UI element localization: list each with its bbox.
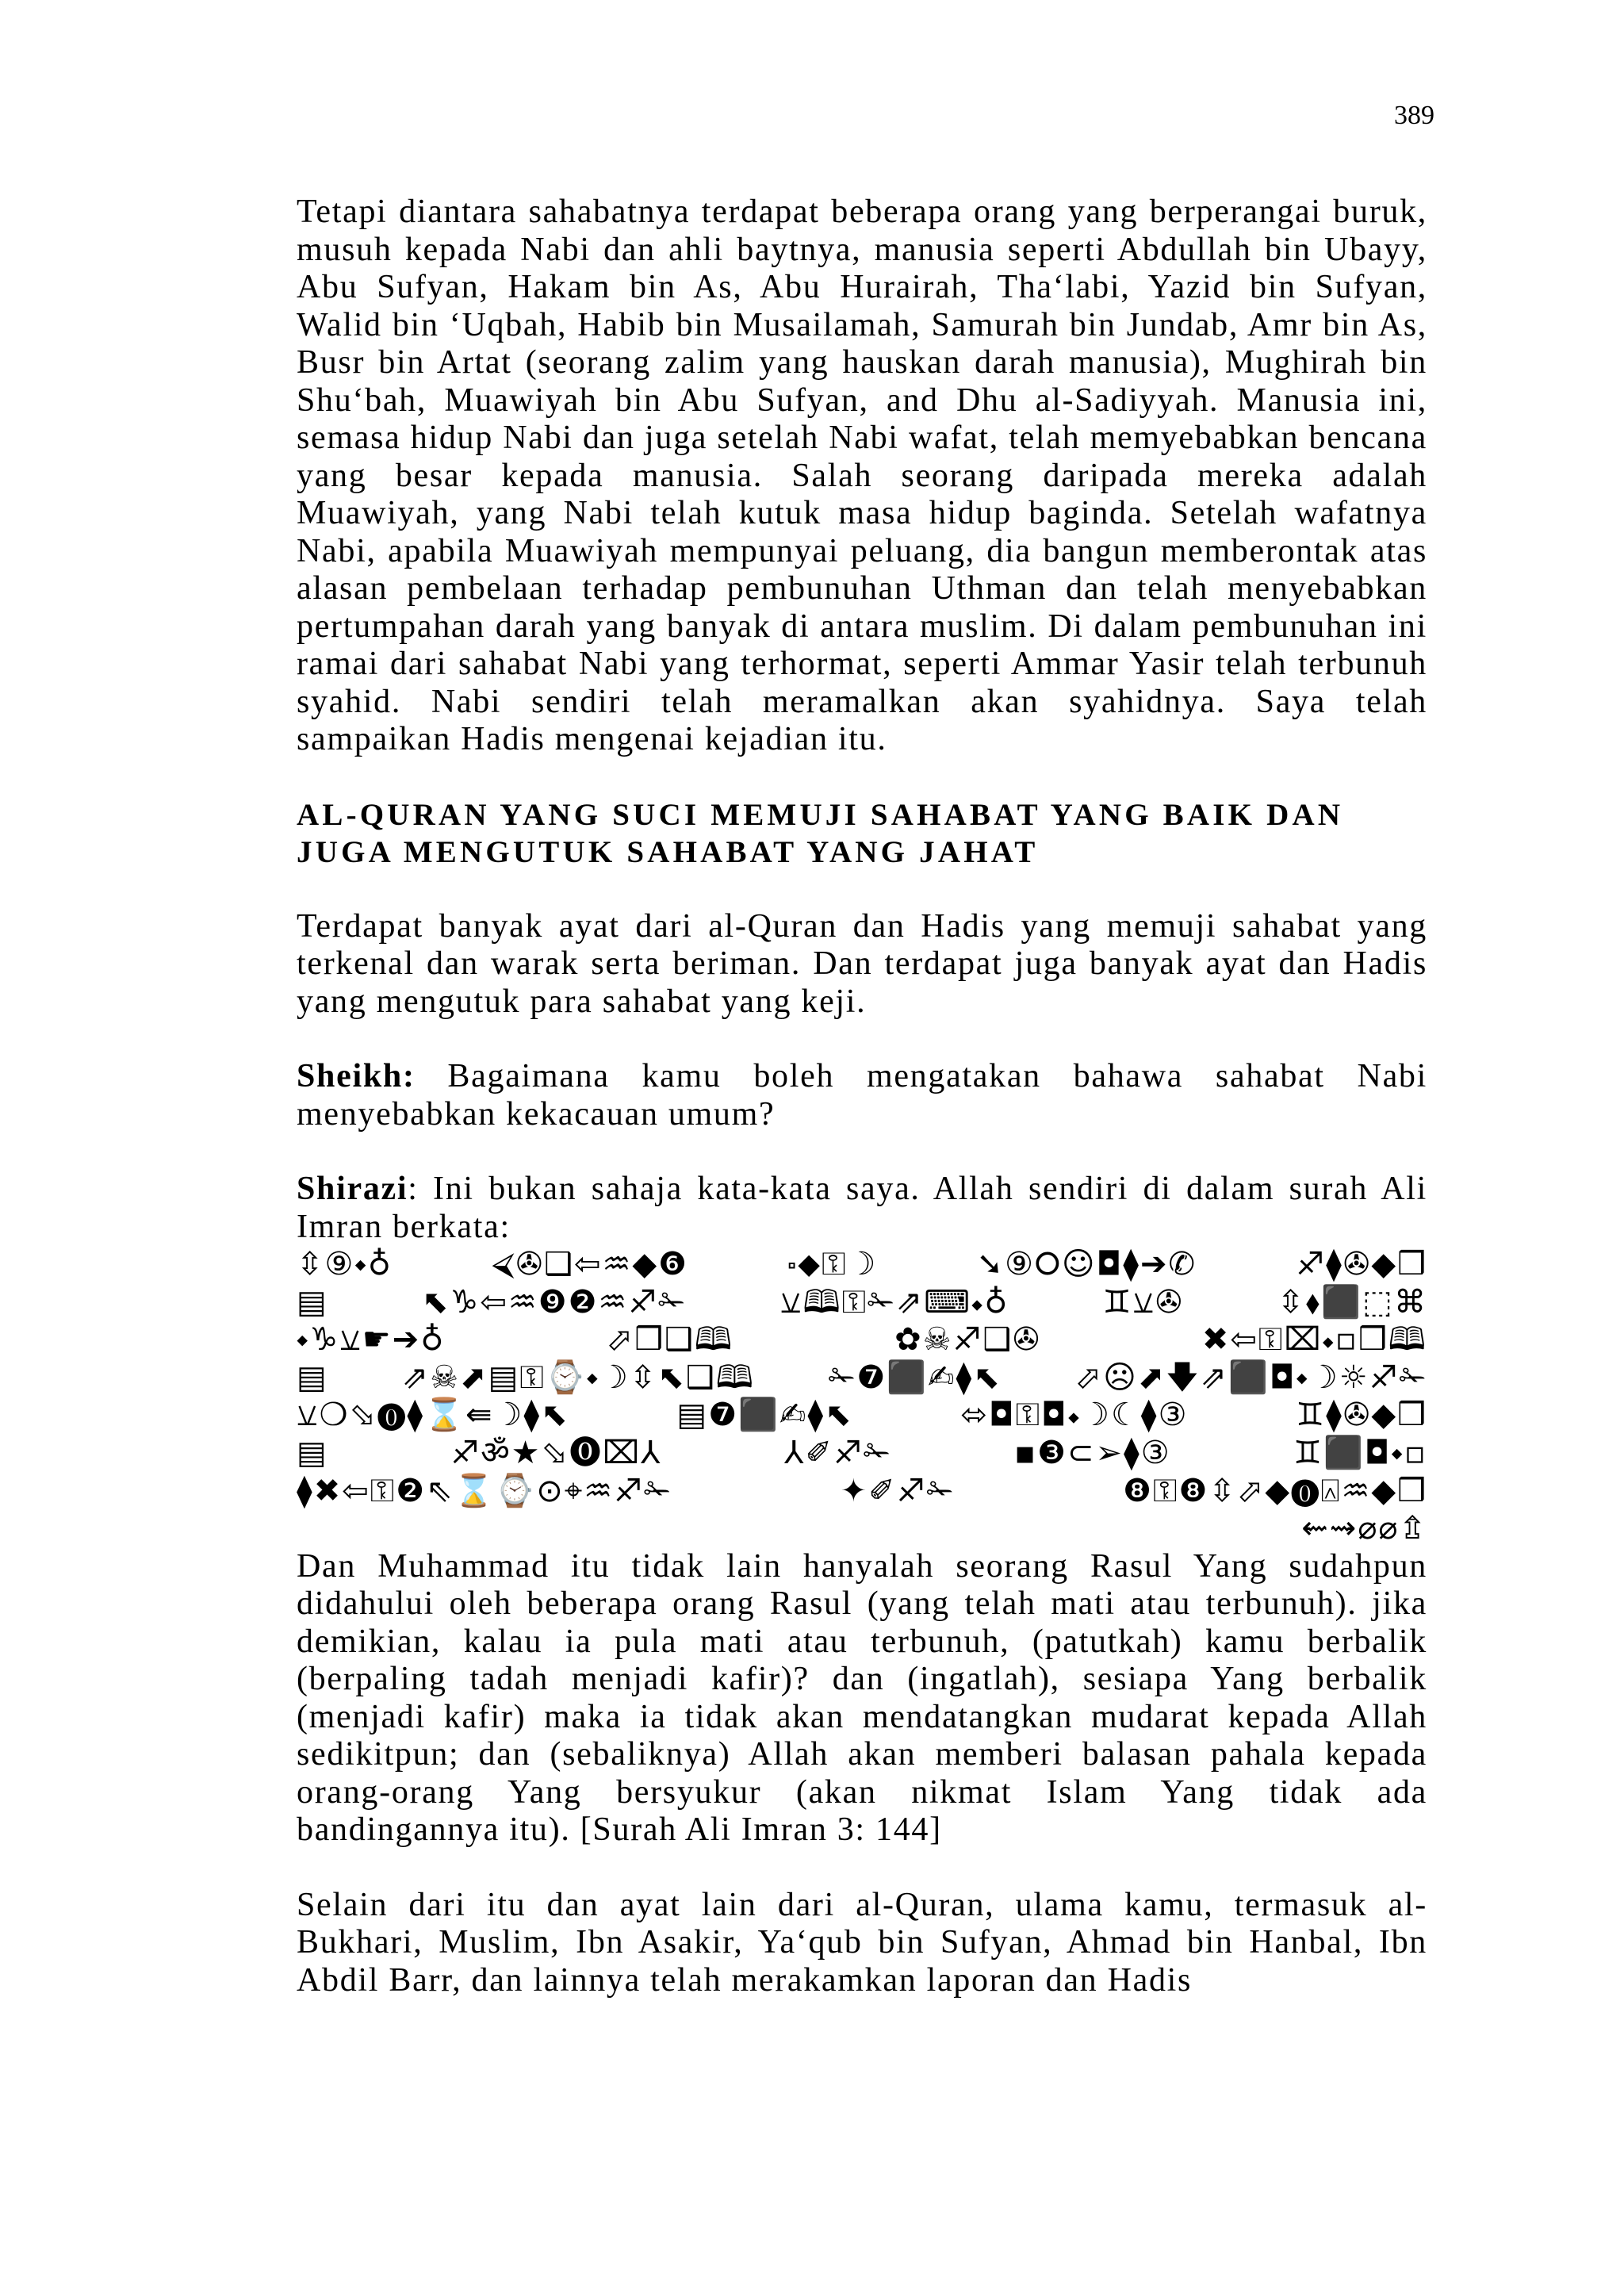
verse-glyph-line [297,1321,1427,1359]
paragraph-verse-translation: Dan Muhammad itu tidak lain hanyalah seorang Rasul Yang sudahpun didahului oleh beberapa orang Rasul (yang telah mati atau terbunuh). jika demikian, kalau ia pula mati atau terbunuh, (patutkah) kamu berbalik (berpaling tadah menjadi kafir)? dan (ingatlah), sesiapa Yang berbalik (menjadi kafir) maka ia tidak akan mendatangkan mudarat kepada Allah sedikitpun; dan (sebaliknya) Allah akan memberi balasan pahala kepada orang-orang Yang bersyukur (akan nikmat Islam Yang tidak ada bandingannya itu). [Surah Ali Imran 3: 144] [297,1547,1427,1849]
paragraph-companions: Tetapi diantara sahabatnya terdapat beberapa orang yang berperangai buruk, musuh kepada Nabi dan ahli baytnya, manusia seperti Abdullah bin Ubayy, Abu Sufyan, Hakam bin As, Abu Hurairah, Tha‘labi, Yazid bin Sufyan, Walid bin ‘Uqbah, Habib bin Musailamah, Samurah bin Jundab, Amr bin As, Busr bin Artat (seorang zalim yang hauskan darah manusia), Mughirah bin Shu‘bah, Muawiyah bin Abu Sufyan, and Dhu al-Sadiyyah. Manusia ini, semasa hidup Nabi dan juga setelah Nabi wafat, telah memyebabkan bencana yang besar kepada manusia. Salah seorang daripada mereka adalah Muawiyah, yang Nabi telah kutuk masa hidup baginda. Setelah wafatnya Nabi, apabila Muawiyah mempunyai peluang, dia bangun memberontak atas alasan pembelaan terhadap pembunuhan Uthman dan telah menyebabkan pertumpahan darah yang banyak di antara muslim. Di dalam pembunuhan ini ramai dari sahabat Nabi yang terhormat, seperti Ammar Yasir telah terbunuh syahid. Nabi sendiri telah meramalkan akan syahidnya. Saya telah sampaikan Hadis mengenai kejadian itu. [297,194,1427,757]
spacer [297,1133,1427,1171]
verse-glyph-group: ♊⚺✇ [1102,1283,1184,1320]
verse-glyph-group: ⬀☹⬈🡇⇗⬛◘⬩☽☼♐✁ [1074,1359,1427,1396]
verse-glyph-line [297,1284,1427,1322]
verse-glyph-group: ♐ॐ★⬂⓿⌧⅄ [450,1434,662,1471]
verse-glyph-group: ⬉♑⇦♒❾❷♒♐✁ [421,1283,687,1320]
verse-glyph-group: ⚺🕮⚿✁⇗⌨⬩♁ [779,1283,1009,1320]
spacer [297,1021,1427,1058]
verse-glyph-group: ▤ [297,1434,328,1471]
verse-glyph-group: ⇳⑨⬩♁ [297,1246,393,1282]
verse-glyph-line [297,1435,1427,1473]
spacer [297,871,1427,908]
paragraph-verses-hadith: Terdapat banyak ayat dari al-Quran dan Hadis yang memuji sahabat yang terkenal dan warak serta beriman. Dan terdapat juga banyak ayat dan Hadis yang mengutuk para sahabat yang keji. [297,907,1427,1020]
dialogue-sheikh [297,1058,1427,1133]
verse-glyph-group: ⬞⬥⚿☽ [787,1246,878,1282]
verse-glyph-group: ✖⇦⚿⌧⬩▫❒🕮 [1201,1321,1427,1359]
verse-glyph-group: ✦✐♐✁ [840,1472,956,1509]
verse-glyph-group: ♊⬛◘⬩▫ [1293,1434,1427,1471]
verse-glyph-group: ⇗☠⬈▤⚿⌚⬩☽⇳⬉❑🕮 [401,1359,755,1396]
quran-verse-glyphs [297,1246,1427,1548]
verse-glyph-group: ♊⧫✇◆❒ [1296,1397,1427,1434]
verse-glyph-group: ⇳⬧⬛⬚⌘ [1277,1283,1427,1320]
verse-glyph-group: ▤❼⬛✍⧫⬉ [676,1397,853,1434]
verse-glyph-group: ✿☠♐❑✇ [894,1321,1041,1359]
dialogue-shirazi [297,1171,1427,1246]
page-content [297,194,1427,1999]
paragraph-scholars: Selain dari itu dan ayat lain dari al-Quran, ulama kamu, termasuk al-Bukhari, Muslim, Ibn Asakir, Ya‘qub bin Sufyan, Ahmad bin Hanbal, Ibn Abdil Barr, dan lainnya telah merakamkan laporan dan Hadis [297,1886,1427,1999]
spacer [297,1849,1427,1887]
verse-glyph-group: ▤ [297,1283,328,1320]
verse-glyph-line [297,1510,1427,1548]
page-number: 389 [1394,101,1434,130]
speaker-shirazi: Shirazi [297,1171,408,1207]
verse-glyph-group: ▤ [297,1359,328,1396]
verse-glyph-group: ❽⚿❽⇳⬀◆⓿⍓♒◆❒ [1123,1472,1427,1509]
verse-glyph-group: ▪❸⊂➢⧫③ [1013,1434,1171,1471]
verse-glyph-group: ➘⑨⭘☺◘⧫➔✆ [976,1246,1197,1282]
verse-glyph-group: ♐⧫✇◆❒ [1296,1246,1427,1282]
verse-glyph-group: ⇜⇝⌀⌀⇬ [1301,1510,1427,1547]
verse-glyph-line [297,1397,1427,1435]
verse-glyph-line [297,1473,1427,1511]
verse-glyph-line [297,1246,1427,1284]
verse-glyph-group: ⮘✇❑⇦♒◆❻ [492,1246,688,1282]
verse-glyph-group: ⧫✖⇦⚿❷⇖⌛⌚⊙⌖♒♐✁ [297,1472,672,1509]
verse-glyph-line [297,1359,1427,1397]
verse-glyph-group: ✁❼⬛✍⧫⬉ [828,1359,1002,1396]
dialogue-shirazi-text: : Ini bukan sahaja kata-kata saya. Allah sendiri di dalam surah Ali Imran berkata: [297,1171,1427,1245]
verse-glyph-group: ⬀❒❑🕮 [606,1321,734,1359]
verse-glyph-group: ⬩♑⚺☛➔♁ [297,1321,446,1359]
section-heading: AL-QURAN YANG SUCI MEMUJI SAHABAT YANG BAIK DAN JUGA MENGUTUK SAHABAT YANG JAHAT [297,797,1344,869]
verse-glyph-group: ⅄✐♐✁ [784,1434,892,1471]
verse-glyph-group: ⚺❍⬂⓿⧫⌛⇚☽⧫⬉ [297,1397,569,1434]
spacer [297,759,1427,796]
dialogue-sheikh-text: Bagaimana kamu boleh mengatakan bahawa sahabat Nabi menyebabkan kekacauan umum? [297,1058,1427,1133]
verse-glyph-group: ⬄◘⚿◘⬩☽☾⧫③ [960,1397,1189,1434]
speaker-sheikh: Sheikh: [297,1058,416,1094]
